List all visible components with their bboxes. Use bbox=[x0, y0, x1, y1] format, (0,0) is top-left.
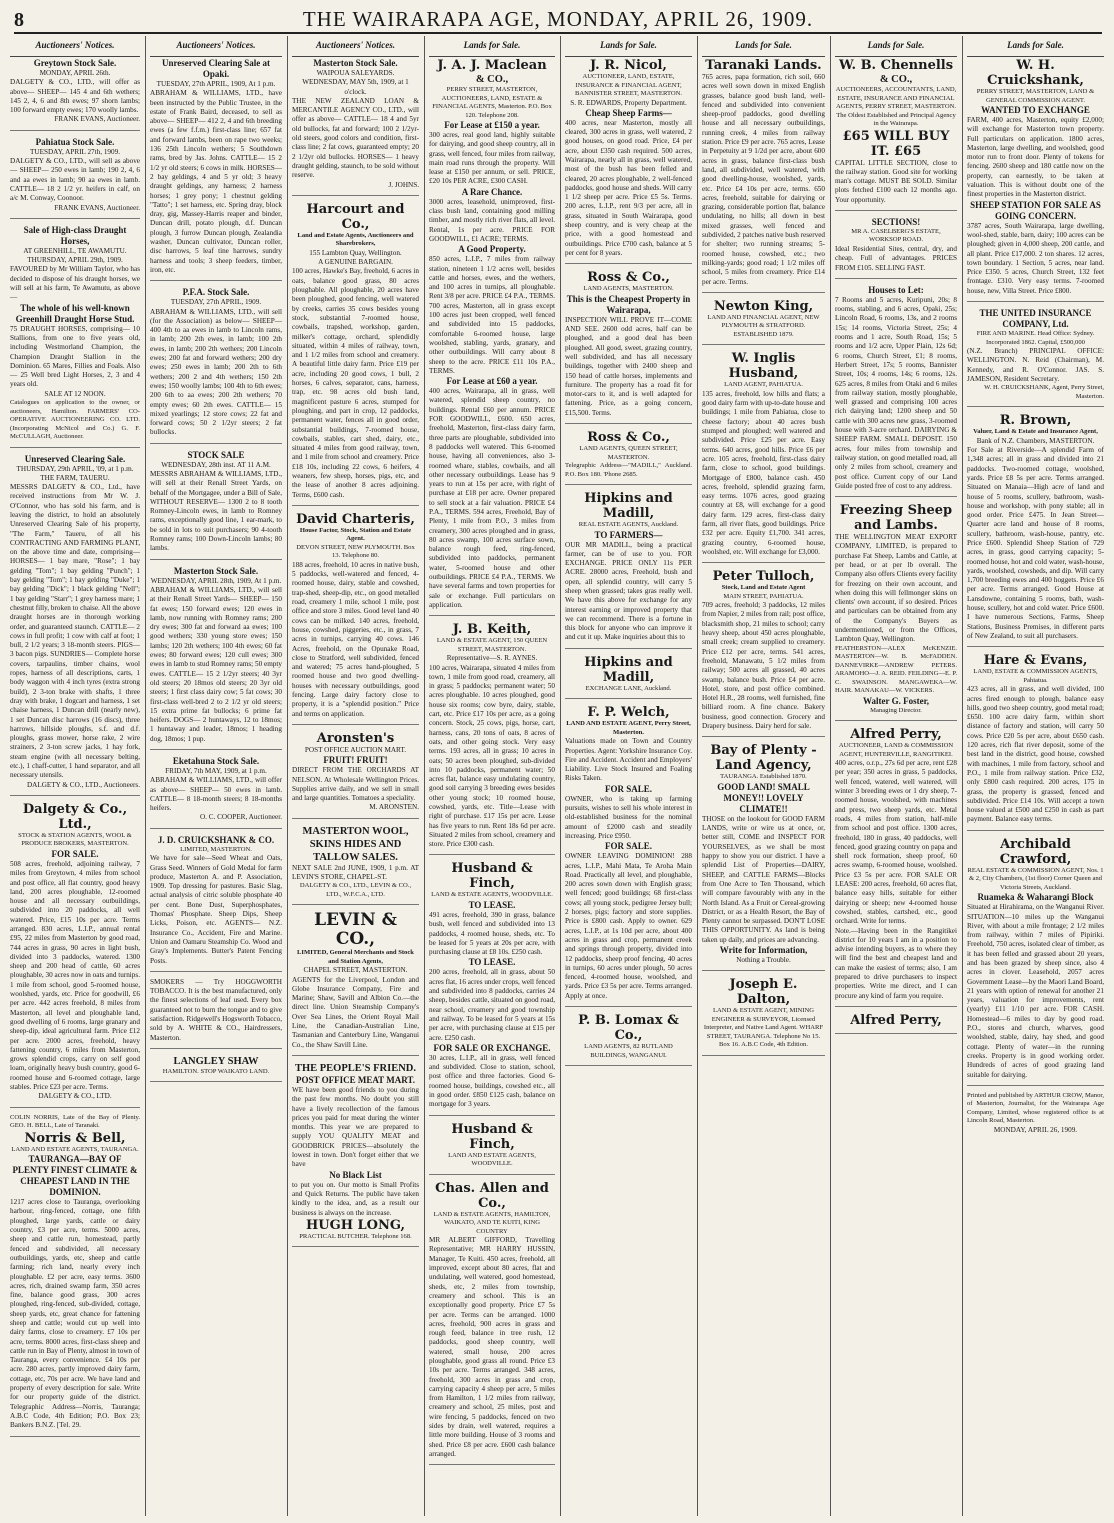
ad-title: Norris & Bell, bbox=[24, 1130, 126, 1146]
ad-maclean bbox=[429, 58, 555, 616]
ad-highlight: FOR SALE OR EXCHANGE. bbox=[433, 1042, 551, 1053]
ad-title: R. Brown, bbox=[999, 413, 1072, 429]
ad-taranaki-lands bbox=[702, 58, 825, 293]
ad-subtitle: POST OFFICE AUCTION MART. bbox=[304, 745, 407, 754]
ad-jb-keith bbox=[429, 622, 555, 855]
ad-date: TUESDAY, 27th APRIL, 1909, At 1 p.m. bbox=[156, 80, 276, 88]
ad-fp-welch bbox=[565, 705, 692, 1007]
ad-subtitle: AUCTIONEER, LAND, ESTATE, INSURANCE & FINANCIAL AGENT, BANNISTER STREET, MASTERTON. bbox=[574, 73, 683, 97]
ad-body: Situated at Hirahirama, on the Wanganui River. SITUATION—10 miles up the Wanganui River, with about a mile frontage; 2 1/2 miles from railway, within 7 miles of Pipiriki. Freehold, 750 acres, isolated clear of timber, as it has been felled and grassed about 20 years, and has been grazed by sheep since, also 4 acres in clover. Leasehold, 2057 acres Government Lease—by the Maori Land Board, 21 years with option of renewal for another 21 years, valuation for improvements, rent (yearly) £11 1/10 per acre. FOR CASH. Homestead—6 miles to day by good road. P.O., stores and church, wharves, good woolshed, stable, dairy, hay shed, and good cottage. Plenty of water—in the running creeks. Property is in good working order. Hundreds of acres of good grazing land suitable for dairying. bbox=[967, 903, 1104, 1079]
ad-highlight: Ruameka & Waharangi Block bbox=[977, 892, 1094, 903]
ad-archibald-crawford bbox=[967, 837, 1104, 1086]
ad-title: Joseph E. Dalton, bbox=[729, 977, 798, 1008]
ad-body: NEXT SALE 2nd JUNE, 1909, 1 p.m. AT LEVIN'S STORE, CHAPEL-ST. bbox=[292, 863, 419, 881]
ad-body: 3000 acres, leasehold, unimproved, first-class bush land, containing good milling timber, and mostly rich river flats, all level. Rental, 1s per acre. PRICE FOR GOODWILL, £1 ACRE; TERMS. bbox=[429, 197, 555, 243]
ad-signature: FRANK EVANS, Auctioneer. bbox=[54, 203, 140, 212]
ad-subtitle: LAND AGENTS, QUEEN STREET, MASTERTON. bbox=[579, 445, 678, 461]
ad-title: Unreserved Clearing Sale. bbox=[24, 453, 126, 464]
column-2 bbox=[150, 58, 282, 1513]
column-1 bbox=[10, 58, 140, 1513]
ad-body: 7 Rooms and 5 acres, Kuripuni, 20s; 8 rooms, stabling, and 6 acres, Opaki, 25s; Lincoln Road, 6 rooms, 13s, and 2 rooms 15s; 14 rooms, Victoria Street, 25s; 4 rooms and 1 acre, South Road, 15s; 5 rooms and 1/2 acre, Upper Plain, 12s 6d; 6 rooms, Church Street, £1; 8 rooms, Herbert Street, 17s; 5 rooms, Bannister Street, 10s; 4 rooms, 14s; 6 rooms, 12s. 625 acres, 8 miles from Otaki and 6 miles from railway station, mostly ploughable, well grassed and comprising 100 acres rich dairying land; 1200 sheep and 50 cattle with 300 acres new grass, 3-roomed house with 3-acre orchard. DAIRYING & SHEEP FARM. SMALL DEPOSIT. 150 acres, four miles from township and railway station, on good metalled road, all only 2 miles from school, creamery and post office. Current copy of our Land Guide posted free of cost to any address. bbox=[835, 295, 957, 490]
ad-title: Freezing Sheep and Lambs. bbox=[839, 503, 953, 534]
ad-subtitle: LAND AGENTS, 82 RUTLAND BUILDINGS, WANGANUI. bbox=[584, 1043, 673, 1059]
ad-title: Houses to Let: bbox=[868, 284, 924, 295]
ad-body: 100 acres, Wairarapa, situated 4 miles from town, 1 mile from good road, creamery, all in grass; 5 paddocks; permanent water; 50 acres ploughable. 10 acres ploughed, good house six rooms; cow byre, dairy, stable, cart, etc. Price £17 10s per acre, as a going concern. Stock, 25 cows, pigs, horse, cart, harness, cans, 20 tons of oats, 8 acres of oats, and other going stock. Very easy terms. 193 acres, all in grass; 10 acres in oats; 50 acres been ploughed, sub-divided into 10 paddocks, permanent water; 50 acres flat, balance easy undulating country, good soil carrying 3 breeding ewes besides other young stock; 10 roomed house, cowshed, yards, etc. Title—Lease with right of purchase. £17 15s per acre. Lease has five years to run. Rent 18s 6d per acre. Situated 2 miles from school, creamery and store. Price £300 cash. bbox=[429, 663, 555, 849]
ad-body: ABRAHAM & WILLIAMS, LTD., will sell at their Renall Street Yards— SHEEP— 150 fat ewes; 150 forward ewes; 120 ewes in lamb, now running with Romney rams; 200 dry ewes; 300 fat and forward aa ewes; 100 good wethers; 330 young store ewes; 150 lambs; 120 2th wethers; 100 4th ewes; 60 fat ewes; 80 forward ewes; 120 cull ewes; 300 ewes in lamb to stud Romney rams; 50 empty ewes. CATTLE— 15 2 1/2yr steers; 40 3yr old steers; 20 18mos old steers; 20 3yr old steers; 1 first class dairy cow; 5 fat cows; 30 first-class well-bred 2 to 2 1/2 yr old steers; 15 extra prime fat bullocks; 6 prime fat heifers. DOGS— 2 huntaways, 12 to 18mos; 1 huntaway and leader, 18mos; 1 heading dog, 18mos; 1 pup. bbox=[150, 585, 282, 743]
ad-address: MAIN STREET, PAHIATUA. bbox=[723, 592, 804, 600]
ad-eketahuna-stock-sale bbox=[150, 756, 282, 829]
ad-hipkins-madill-2 bbox=[565, 655, 692, 700]
page-number: 8 bbox=[14, 9, 24, 31]
ad-highlight: Write for Information, bbox=[719, 944, 808, 955]
ad-body: MR ALBERT GIFFORD, Travelling Representative; MR HARRY HUSSIN, Manager, Te Kuiti. 450 acres, freehold, all improved, except about 80 acres, flat and undulating, well watered, good homestead, sheds, etc, 2 miles from township, creamery and school. This is an exceptionally good property. Price £7 5s per acre. Terms can be arranged. 1000 acres, freehold, 900 acres in grass and rough feed, balance in tree rush, 12 paddocks, good sheep country, well watered, small house, 200 acres ploughable, good grass all round. Price £3 10s per acre. Terms arranged. 348 acres, freehold, 300 acres in grass and crop, carrying capacity 4 sheep per acre, 5 miles from Hamilton, 1 1/2 miles from railway, creamery and school, 25 miles, post and wire fencing, 5 paddocks, fenced on two sides by drain, well watered, requires a little more building. House of 3 rooms and shed. Price £8 per acre. £600 cash balance arranged. bbox=[429, 1236, 555, 1458]
ad-body: DIRECT FROM THE ORCHARDS AT NELSON. At Wholesale Wellington Prices. Supplies arrive daily, and we sell in small and large quantities. Tomatoes a speciality. bbox=[292, 766, 419, 803]
ad-pb-lomax bbox=[565, 1013, 692, 1066]
column-rule bbox=[424, 36, 425, 1516]
ad-husband-finch bbox=[429, 861, 555, 1115]
ad-signature: DALGETY & CO., LTD., Auctioneers. bbox=[26, 780, 140, 789]
ad-subtitle: PERRY STREET, MASTERTON, LAND & GENERAL COMMISSION AGENT. bbox=[976, 88, 1095, 104]
ad-body: ABRAHAM & WILLIAMS, LTD., will sell (for the Association) as below— SHEEP— 400 4th to aa ewes in lamb to Lincoln rams, in lamb; 200 2th ewes, in lamb; 100 2th ewes, in lamb; 200 2th wethers; 200 Lincoln ewes; 200 fat and forward wethers; 200 dry ewes; 250 ewes in lamb; 200 2th to 6th wethers; 200 2 and 4th wethers; 150 2th ewes; 150 woolly lambs; 100 4th to 6th ewes; 200 6th to aa ewes; 200 2th wethers; 70 empty ewes; 60 2th ewes. CATTLE— 15 mixed yearlings; 12 store cows; 22 fat and forward cows; 50 2 1/2yr steers; 2 fat bullocks. bbox=[150, 307, 282, 437]
ad-subtitle: & CO., bbox=[879, 74, 913, 85]
ad-title: Alfred Perry, bbox=[850, 727, 942, 743]
ad-highlight: SHEEP STATION FOR SALE AS GOING CONCERN. bbox=[970, 199, 1101, 221]
ad-title: Masterton Stock Sale. bbox=[313, 58, 398, 68]
ad-signature-sub: Managing Director. bbox=[870, 706, 922, 714]
ad-title: Eketahuna Stock Sale. bbox=[172, 756, 260, 766]
ad-ross-co bbox=[565, 270, 692, 424]
ad-title: Pahiatua Stock Sale. bbox=[35, 136, 115, 147]
column-8 bbox=[967, 58, 1104, 1513]
ad-title: Bay of Plenty - Land Agency, bbox=[710, 743, 817, 774]
column-header: Lands for Sale. bbox=[835, 40, 957, 57]
ad-body: 1217 acres close to Tauranga, overlooking harbour, ring-fenced, cottage, one fifth ploughed, large yards, cattle or dairy country, £3 per acre, terms. 5000 acres, sheep and cattle run, homestead, partly fenced and subdivided, all necessary outbuildings, yards, etc, sheep and cattle farming; rich land, nearly every inch ploughable. £2 per acre, easy terms. 3600 acres, rich, drained swamp farm, 350 acres fine, balance good grass, 300 acres ploughed, ring-fenced, sub-divided, cottage, sheep yards, etc, great chance for fattening sheep and cattle; would cut up well into dairy farms, close to creamery. £7 10s per acre, terms. 8000 acres, first-class sheep and cattle run in Bay of Plenty, almost in town of Tauranga, every convenience. £4 10s per acre. 280 acres, partly improved dairy farm, cottage, etc, 70s per acre. We have land and property of every description for sale. Write for our property guide of the district. Telegraphic Address—Norris, Tauranga; A.B.C Code, 4th Edition; P.O. Box 23; Bankers B.N.Z. [Tel. 29. bbox=[10, 1198, 140, 1430]
ad-alfred-perry bbox=[835, 727, 957, 1007]
ad-body: 30 acres, L.I.P., all in grass, well fenced and subdivided. Close to station, school, post office and three factories. Good 6-roomed house, buildings, cowshed etc., all in good order. £850 £125 cash, balance on mortgage for 3 years. bbox=[429, 1053, 555, 1109]
ad-title: Peter Tulloch, bbox=[712, 569, 815, 585]
ad-signature: HUGH LONG, bbox=[305, 1217, 406, 1233]
ad-agents: FEATHERSTON—ALEX McKENZIE. MASTERTON—W. B. McFADDEN. DANNEVIRKE—ANDREW PETERS. ARAMOHO—J. A. REID. FEILDING—E. P. C. SWAINSON. MANGAWEKA—W. HAIR. MANAKAU—W. VICKERS. bbox=[835, 644, 957, 695]
ad-title: Unreserved Clearing Sale at Opaki. bbox=[161, 58, 271, 79]
ad-subtitle: REAL ESTATE & COMMISSION AGENT, Nos. 1 & 2, City Chambers, (1st floor) Corner Queen and Victoria Streets, Auckland. bbox=[967, 866, 1104, 891]
ad-address: 155 Lambton Quay, Wellington. bbox=[309, 248, 402, 257]
ad-body: INSPECTION WILL PROVE IT—COME AND SEE. 2600 odd acres, half can be ploughed, and a good deal has been ploughed. All good, sweet, grazing country, well subdivided, and has all necessary buildings, together with 2400 sheep and 150 head of cattle horses, implements and furniture. The property has a road fit for motor-cars to it, and is well adapted for fattening. Price, as a going concern, £15,500. Terms. bbox=[565, 315, 692, 417]
ad-subtitle: & CO., bbox=[475, 74, 509, 85]
ad-title: Dalgety & Co., Ltd., bbox=[22, 801, 128, 832]
ad-subtitle: LAND & ESTATE AGENT, MINING ENGINEER & SURVEYOR, Licensed Interpreter, and Native Land Agent. WHARF STREET, TAURANGA. Telephone No 15. Box 16. A.B.C Code, 4th Edition. bbox=[703, 1007, 824, 1049]
ad-body: 400 acres, o.r.p., 27s 6d per acre, rent £28 per year; 350 acres in grass, 5 paddocks, well fenced, watered, well watered, will winter 3 breeding ewes or 1 dry sheep, 7-roomed house, woolshed, with machines and press, two sheep yards, etc. Metal roads, 4 miles from station, half-mile from school and post office. 1300 acres, freehold, 180 in grass, 40 paddocks, well fenced, good grazing country on papa and shell rock formation, sheep proof, 60 acres swamp, 6-roomed house, woolshed. Price £3 5s per acre. FOR SALE OR LEASE: 200 acres, freehold, 60 acres flat, balance easy hills, suitable for either dairying or sheep; new 4-roomed house cowshed, stables, cartshed, etc., good orchard. Write for terms. bbox=[835, 759, 957, 926]
ad-harcourt bbox=[292, 202, 419, 506]
ad-title: Alfred Perry, bbox=[850, 1012, 942, 1028]
ad-joseph-dalton bbox=[702, 977, 825, 1056]
ad-subtitle: Nothing a Trouble. bbox=[736, 955, 791, 964]
ad-title: W. B. Chennells bbox=[838, 58, 954, 73]
ad-signature: Walter G. Foster, bbox=[863, 695, 929, 706]
ad-highlight: TO FARMERS— bbox=[594, 529, 663, 540]
imprint-date: MONDAY, APRIL 26, 1909. bbox=[993, 1125, 1078, 1134]
ad-highlight: This is the Cheapest Property in Wairarapa, bbox=[566, 293, 691, 315]
ad-body: We have for sale—Seed Wheat and Oats, Grass Seed. Winners of Gold Medal for farm produce, Masterton A. and P. Association, 1909. Top dressing for pastures. Basic Slag, actual analysis of citric soluble phosphate 40 per cent. Bone Dust, Superphosphates, Thomas' Phosphate. Sheep Dips, Sheep Licks, Poison, etc. AGENTS— N.Z. Insurance Co., Accident, Fire and Marine. Union and Oamaru Steamship Co. Wood and Gray's Implements. Butter's Patent Fencing Posts. bbox=[150, 854, 282, 965]
ad-subtitle: LAND AGENT, PAHIATUA. bbox=[724, 381, 803, 389]
ad-date: WEDNESDAY, 28th inst. AT 11 A.M. bbox=[161, 460, 271, 469]
ad-title: STOCK SALE bbox=[187, 449, 245, 460]
ad-title: Newton King, bbox=[713, 298, 814, 314]
ad-address: AUCTIONEERS, ACCOUNTANTS, LAND, ESTATE, INSURANCE AND FINANCIAL AGENTS, PERRY STREET, MASTERTON. The Oldest Established and Principal Agency in the Wairarapa. bbox=[835, 86, 957, 127]
ad-highlight: £65 WILL BUY IT. £65 bbox=[842, 128, 950, 159]
ad-subtitle: LAND & ESTATE AGENTS, WOODVILLE. bbox=[431, 891, 553, 899]
ad-representative: Representative—S. R. AYNES. bbox=[446, 654, 538, 663]
ad-husband-finch-2 bbox=[429, 1122, 555, 1175]
ad-signature: M. ARONSTEN. bbox=[369, 803, 419, 812]
ad-title: THE PEOPLE'S FRIEND. bbox=[294, 1062, 417, 1074]
ad-highlight: TO LEASE. bbox=[468, 899, 516, 910]
column-rule bbox=[697, 36, 698, 1516]
ad-telegraph: Telegraphic Address—"MADILL," Auckland. P.O. Box 180. 'Phone 2685. bbox=[565, 462, 692, 478]
ad-subtitle: LAND AND FINANCIAL AGENT, NEW PLYMOUTH & STRATFORD. ESTABLISHED 1879. bbox=[707, 313, 820, 338]
ad-bay-of-plenty-land-agency bbox=[702, 743, 825, 971]
ad-representative: S. R. EDWARDS, Property Department. bbox=[570, 98, 687, 107]
ad-subtitle: STOCK & STATION AGENTS, WOOL & PRODUCE BROKERS, MASTERTON. bbox=[18, 831, 132, 848]
column-header: Lands for Sale. bbox=[967, 40, 1104, 57]
ad-alfred-perry-2 bbox=[835, 1013, 957, 1034]
ad-dalgety bbox=[10, 802, 140, 1108]
ad-peoples-friend bbox=[292, 1062, 419, 1247]
ad-wh-cruickshank bbox=[967, 58, 1104, 302]
column-3 bbox=[292, 58, 419, 1513]
ad-body: 400 acres, near Masterton, mostly all cleared, 300 acres in grass, well watered, 2 good houses, on good road. Price, £4 per acre, about £350 cash required. 500 acres, Wairarapa, nearly all in grass, well watered, most of the bush has been felled and cleared, 20 acres ploughable, 2 well-fenced paddocks, good house and sheds. Will carry 1 1/2 sheep per acre. Price £5 5s. Terms. 200 acres, L.I.P., rent 9/3 per acre, all in grass, situated in South Wairarapa, good sheep country, and is very cheap at the price, with a good homestead and outbuildings. Price £700 cash, balance at 5 per cent for 8 years. bbox=[565, 118, 692, 257]
ad-highlight: For Lease at £60 a year. bbox=[446, 376, 538, 387]
column-rule bbox=[962, 36, 963, 1516]
column-rule bbox=[145, 36, 146, 1516]
ad-highlight: No Black List bbox=[329, 1169, 382, 1180]
ad-subtitle: LAND AND ESTATE AGENT, Perry Street, Masterton. bbox=[566, 720, 691, 736]
ad-subtitle: LIMITED, General Merchants and Stock and Station Agents, bbox=[297, 949, 414, 965]
ad-pfa-stock-sale bbox=[150, 287, 282, 443]
ad-body: 491 acres, freehold, 390 in grass, balance bush, well fenced and subdivided into 13 paddocks, 4 roomed house, sheds, etc. To be leased for 5 years at 20s per acre, with purchasing clause at £8 10s. £250 cash. bbox=[429, 910, 555, 957]
ad-subtitle: LAND, ESTATE & COMMISSION AGENTS, Pahiatua. bbox=[973, 668, 1098, 684]
ad-body: ABRAHAM & WILLIAMS, LTD., have been instructed by the Public Trustee, in the estate of Frank Baird, deceased, to sell as above— SHEEP— 412 2, 4 and 6th breeding ewes (a few f.f.m.) first-class line; 657 fat and forward lambs, been on rape two weeks; 136 25th Lincoln wethers; 5 Southdown rams, bred by Jas. Johns. CATTLE— 15 2 1/2 yr old steers; 6 cows in milk. HORSES— 2 bay geldings, 4 and 5 yr old; 3 heavy draught geldings, any harness; 2 harness horses; 1 grey pony; 1 chestnut gelding "Tatto"; 1 set harness, etc. Spring dray, block dray, gig, Massey-Harris reaper and binder, Duncan drill, potato plough, d.f. Duncan plough, 3 furrow Duncan plough, Zealandia washer, Duncan cultivator, Duncan roller, disc harrows, 5 leaf tine harrows, sundry harness and tools; 3 sheep feeders, timber, iron, etc. bbox=[150, 89, 282, 274]
ad-langley-shaw bbox=[150, 1055, 282, 1083]
ad-body: THE WELLINGTON MEAT EXPORT COMPANY, LIMITED, is prepared to purchase Fat Sheep, Lambs and Cattle, at per head, or at per lb overall. The Company also offers Clients every facility for freezing on their own account, and when doing this will fellmonger skins on clients' own account, if so desired. Prices and particulars can be obtained from any of the Company's Buyers as undermentioned, or from the Offices, Lambton Quay, Wellington. bbox=[835, 533, 957, 644]
ad-body: SMOKERS — Try HOGGWORTH TOBACCO. It is the best manufactured, only the finest selections of leaf used. Every box guaranteed not to burn the tongue and to give satisfaction. Ridgewell's Hogsworth Tobacco, sold by A. WHITE & CO., Hairdressers, Masterton. bbox=[150, 977, 282, 1042]
ad-jr-nicol bbox=[565, 58, 692, 264]
ad-highlight: FOR SALE. bbox=[604, 841, 652, 852]
ad-body: WE have been good friends to you during the past few months. No doubt you still have a lively recollection of the famous prices you paid for meat during the winter months. This year we are prepared to supply YOU QUALITY MEAT and GOODBRICK PRICES—absolutely the lowest in town. Don't forget either that we have bbox=[292, 1085, 419, 1169]
column-header: Auctioneers' Notices. bbox=[10, 40, 140, 57]
ad-sections bbox=[835, 217, 957, 279]
ad-date: MONDAY, APRIL 26th. bbox=[39, 69, 111, 77]
ad-subtitle: REAL ESTATE AGENTS, Auckland. bbox=[578, 521, 679, 529]
ad-body: THE NEW ZEALAND LOAN & MERCANTILE AGENCY CO., LTD., will offer as above— CATTLE— 18 4 and 5yr old bullocks, fat and forward; 100 2 1/2yr-old steers, good colors and condition, first-class line; 2 fat cows, guaranteed empty; 20 2 1/2yr old bullocks. HORSES— 1 heavy draught gelding, staunch, to be sold without reserve. bbox=[292, 96, 419, 180]
ad-masterton-stock-sale bbox=[150, 566, 282, 750]
ad-title: W. Inglis Husband, bbox=[728, 351, 799, 382]
ad-footer: Catalogues on application to the owner, or auctioneers, Hamilton. FARMERS' CO-OPERATIVE AUCTIONEERING CO. LTD. (Incorporating McNicol and Co.) G. F. McCULLAGH, Auctioneer. bbox=[10, 399, 140, 441]
ad-agents: COLIN NORRIS, Late of the Bay of Plenty. GEO. H. BELL, Late of Taranaki. bbox=[10, 1113, 140, 1130]
ad-david-charteris bbox=[292, 512, 419, 725]
ad-title: J. A. J. Maclean bbox=[437, 58, 547, 73]
ad-subtitle: FIRE AND MARINE. Head Office: Sydney. Incorporated 1862. Capital, £500,000 bbox=[976, 330, 1095, 346]
ad-highlight: A Good Property. bbox=[458, 244, 526, 255]
ad-body: 135 acres, freehold, low hills and flats; a good dairy farm with up-to-date house and buildings; 1 mile from Pahiatua, close to cheese factory; about 40 acres bush stumped and ploughed; well watered and subdivided. Price £25 per acre. Easy terms. 640 acres, good hills. Price £6 per acre. 105 acres, freehold, first-class dairy farm, close to school, good buildings. Mortgage of £800, balance cash. 450 acres, freehold, splendid grazing farm, easy terms. 1076 acres, good grazing country at £8, will exchange for a good dairy farm. 129 acres, first-class dairy farm, all river flats, good buildings. Price £32 per acre. Equity £1,700. 341 acres, grazing country, 6-roomed house, woolshed, etc. Will exchange for £3,000. bbox=[702, 389, 825, 556]
ad-signature: DALGETY & CO., LTD. bbox=[38, 1092, 112, 1101]
ad-title: W. H. Cruickshank, bbox=[987, 58, 1084, 88]
column-rule bbox=[287, 36, 288, 1516]
ad-subtitle: POST OFFICE MEAT MART. bbox=[295, 1074, 416, 1085]
ad-subtitle: LAND AGENTS, MASTERTON. bbox=[583, 285, 674, 293]
ad-signature: DALGETY & CO., LTD., LEVIN & CO., LTD., W.F.C.A., LTD. bbox=[299, 882, 412, 898]
ad-body: OUR MR MADILL, being a practical farmer, can be of use to you. FOR EXCHANGE. PRICE ONLY 11s PER ACRE. 28000 acres, Freehold, bush and open, all splendid country, will carry 5 sheep when grassed; takes gras really well. We have this above for exchange for any interest earning or improved property that we can recommend. There is a fortune in this block for anyone who can improve it and cut it up. Make inquiries about this to bbox=[565, 540, 692, 642]
ad-body: (N.Z. Branch) PRINCIPAL OFFICE: WELLINGTON. N. Reid (Chairman), M. Kennedy, and R. O'Connor. JAS. S. JAMESON, Resident Secretary. bbox=[967, 347, 1104, 383]
ad-title: Taranaki Lands. bbox=[705, 58, 822, 73]
ad-newton-king bbox=[702, 299, 825, 346]
ad-highlight: FRUIT! FRUIT! bbox=[323, 755, 388, 766]
ad-aronstens bbox=[292, 731, 419, 819]
ad-body: 423 acres, all in grass, and well divided, 100 acres fired enough to plough, balance easy hills, good two sheep country, good metal road; £650. 100 acre dairy farm, within short distance of factory and station, will carry 50 cows. Price £20 5s per acre, about £650 cash. 120 acres, rich flat river deposit, some of the best land in the district, good house, cowshed with machines, 1 mile from factory, school and P.O., 1 mile from railway station. Price £32, only £800 cash required. 200 acres, 175 in grass, the property is grassed, fenced and subdivided. Price £14 10s. Will accept a town house valued at £500 and £250 in cash as part payment. Balance easy terms. bbox=[967, 685, 1104, 824]
ad-subtitle: MR A. CASELBERG'S ESTATE, WORKSOP ROAD. bbox=[851, 227, 941, 244]
ad-body: Valuations made on Town and Country Properties. Agent: Yorkshire Insurance Coy. Fire and Accident. Accident and Employers' Liability. Live Stock Insured and Foaling Risks Taken. bbox=[565, 737, 692, 783]
ad-stock-sale bbox=[150, 450, 282, 560]
ad-body: 709 acres, freehold; 3 paddocks, 12 miles from Napier, 2 miles from rail; post office, blacksmith shop, 21 miles to school; carry heavy sheep, about 450 acres ploughable, small creek; cream supplied to creamery. Price £12 per acre, terms. 541 acres, freehold, Manawatu, 5 1/2 miles from railway; 500 acres all grassed, 40 acres swamp, balance bush. Price £4 per acre. Hotel, store, and post office combined. Hotel H.R., 28 rooms, well furnished, fine billiard room. A fine chance. Bakery business, good connection. Grocery and Drapery business. Dairy herd for sale. bbox=[702, 601, 825, 731]
ad-title: SECTIONS! bbox=[871, 216, 921, 227]
ad-subtitle: Valuer, Land & Estate and Insurance Agent, bbox=[973, 428, 1098, 436]
ad-title: J. R. Nicol, bbox=[590, 58, 667, 73]
ad-body: CAPITAL LITTLE SECTION, close to the railway station. Good site for working man's cottage. MUST BE SOLD. Similar plots fetched £100 each 12 months ago. Your opportunity. bbox=[835, 158, 957, 204]
ad-title: LANGLEY SHAW bbox=[173, 1055, 259, 1067]
ad-title: Ross & Co., bbox=[587, 270, 670, 286]
ad-address: DEVON STREET, NEW PLYMOUTH. Box 13. Telephone 80. bbox=[296, 543, 415, 560]
ad-highlight: A GENUINE BARGAIN. bbox=[318, 258, 393, 267]
ad-date: THURSDAY, 29th APRIL, '09, at 1 p.m. bbox=[16, 464, 134, 473]
ad-subtitle: Stock, Land and Estate Agent bbox=[721, 584, 806, 592]
ad-r-brown bbox=[967, 413, 1104, 647]
ad-body: 3787 acres, South Wairarapa, large dwelling, wool-shed, stable, barn, dairy; 100 acres can be ploughed; given in 4,000 sheep, 200 cattle, and all plant. Price £17,000. 2 ton shares. 12 acres, town boundary. 1 Section, 5 acres, near land. Price £350. 5 acres, Church Street, 132 feet frontage. £310. Very easy terms. 7-roomed house, new, Villa Street. Price £800. bbox=[967, 221, 1104, 295]
ad-cruickshank-co bbox=[150, 835, 282, 972]
ad-greytown-stock-sale bbox=[10, 58, 140, 131]
ad-levin-co bbox=[292, 911, 419, 1056]
column-6 bbox=[702, 58, 825, 1513]
ad-subtitle: AUCTIONEER, LAND & COMMISSION AGENT, HUNTERVILLE, RANGITIKEI. bbox=[838, 742, 954, 758]
ad-date: WEDNESDAY, MAY 5th, 1909, at 1 o'clock. bbox=[302, 78, 409, 96]
ad-highlight: FOR SALE. bbox=[51, 848, 99, 859]
ad-address: CHAPEL STREET, MASTERTON. bbox=[303, 966, 408, 975]
column-rule bbox=[830, 36, 831, 1516]
ad-body: OWNER, who is taking up farming pursuits, wishes to sell his whole interest in old-established business for the nominal amount of £2000 cash and steadily increasing. Price £950. bbox=[565, 794, 692, 840]
ad-title: F. P. Welch, bbox=[587, 705, 670, 721]
ad-body: 188 acres, freehold, 10 acres in native bush, 5 paddocks, well-watered and fenced, 4-roomed house, dairy, stable and cowshed, trap-shed, sheep-dip, etc., on good metalled road, creamery 1 mile, school 1 mile, post office and store 3 miles. Good level land 40 cows can be milked. 140 acres, freehold, house, cowshed, piggeries, etc., in grass, 7 acres in turnips, carrying 40 cows. 146 Acres, freehold, on the Opunake Road, close to Stratford, well subdivided, fenced and watered; 75 acres hand-ploughed, 5 roomed house and two good dwelling-houses with necessary outbuildings, good fencing. Large dairy factory close to property, it is a "splendid position." Price and terms on application. bbox=[292, 560, 419, 718]
ad-pahiatua-stock-sale bbox=[10, 137, 140, 219]
newspaper-title: THE WAIRARAPA AGE, MONDAY, APRIL 26, 1909. bbox=[302, 7, 814, 31]
ad-subtitle: TAURANGA. Established 1870. bbox=[720, 773, 807, 781]
ad-title: J. B. Keith, bbox=[452, 622, 532, 638]
column-rule bbox=[560, 36, 561, 1516]
column-header: Lands for Sale. bbox=[702, 40, 825, 57]
ad-norris-bell bbox=[10, 1114, 140, 1437]
ad-date: TUESDAY, APRIL 27th, 1909. bbox=[30, 147, 120, 156]
ad-united-insurance bbox=[967, 308, 1104, 407]
ad-body: 850 acres, L.I.P., 7 miles from railway station, nineteen 1 1/2 acres well, besides cattle and horses, ewes, and the wethers, and 100 acres in turnips, all ploughable. Rent 3/8 per acre. PRICE £4 P.A., TERMS. 700 acres, Masterton, all in grass except 100 acres just been cropped, well fenced and subdivided into 15 paddocks, comfortable 6-roomed house, large woolshed, stabling, yards, granary, and other outbuildings. Will carry about 8 sheep to the acre. PRICE £11 10s P.A., TERMS. bbox=[429, 255, 555, 375]
ad-title: Hare & Evans, bbox=[983, 653, 1088, 669]
column-7 bbox=[835, 58, 957, 1513]
ad-title: Ross & Co., bbox=[587, 430, 670, 446]
ad-subtitle: HAMILTON. STOP WAIKATO LAND. bbox=[162, 1067, 270, 1075]
imprint-text: Printed and published by ARTHUR CROW, Manor, of Masterton, Journalist, for the Wairarapa Age Company, Limited, whose registered office is at Lincoln Road, Masterton. bbox=[967, 1091, 1104, 1125]
ad-place: THE FARM, TAUERU. bbox=[40, 473, 110, 482]
ad-inglis-husband bbox=[702, 351, 825, 563]
ad-title: Hipkins and Madill, bbox=[584, 491, 673, 522]
ad-date: THURSDAY, APRIL 29th, 1909. bbox=[27, 256, 123, 265]
ad-note: Note.—Having been in the Rangitikei district for 10 years I am in a position to advise intending buyers, as to where they will find the best and cheapest land and can make the easiest of terms; also, I am prepared to drive purchasers to inspect properties. Write me direct, and I can procure any kind of farm you require. bbox=[835, 926, 957, 1000]
ad-subtitle: House Factor, Stock, Station and Estate Agent. bbox=[299, 526, 412, 543]
ad-body: MESSRS DALGETY & CO., Ltd., have received instructions from Mr W. J. O'Connor, who has sold his farm, and is leaving the district, to hold an absolutely Unreserved Clearing Sale of his property, "The Farm," Taueru, of all his CONTRACTING AND FARMING PLANT, on the above time and date, comprising— HORSES— 1 bay mare, "Rose"; 1 bay gelding "Tom"; 1 bay gelding "Punch"; 1 bay gelding "Tom"; 1 bay gelding "Duke"; 1 bay gelding "Dick"; 1 black gelding "Nell"; 1 bay gelding "Starr"; 1 grey harness mare; 1 chestnut filly, broken to chaise. All the above draught horses are in thorough working order, and guaranteed staunch. CATTLE— 2 cows in full profit; 1 cow with calf at foot; 1 bull, 2 1/2 years; 3 18-month steers. PIGS— 3 bacon pigs. SUNDRIES— Complete horse covers, tarpaulins, timber chains, wool ropes, harness of all descriptions, carts, 1 body waggon with 4 inch tyres (extra strong build), 2 3-ton brake with shafts, 1 three dray with brake, 1 dogcart and harness, 1 set chaise harness, 1 Duncan drill (nearly new), 1 set Duncan disc harrows (16 discs), three harrows, hillside ploughs, s.f. and d.f. ploughs, grass mower, horse rake, 2 wire strainers, 2 3-ton screw jacks, 1 hay fork, steam engine (with all necessary belting, etc.), 1 chaff-cutter, 1 hand separator, and all necessary utensils. bbox=[10, 483, 140, 780]
ad-date: TUESDAY, 27th APRIL, 1909. bbox=[170, 298, 262, 307]
ad-date: WEDNESDAY, APRIL 28th, 1909, At 1 p.m. bbox=[150, 576, 282, 585]
ad-subtitle: Land and Estate Agents, Auctioneers and Sharebrokers, bbox=[297, 231, 414, 248]
ad-chas-allen bbox=[429, 1181, 555, 1466]
ad-title: J. D. CRUICKSHANK & CO. bbox=[157, 834, 275, 845]
ad-title: Chas. Allen and Co., bbox=[435, 1180, 549, 1211]
ad-highlight: FOR SALE. bbox=[604, 783, 652, 794]
imprint bbox=[967, 1092, 1104, 1135]
masthead bbox=[14, 6, 1102, 34]
ad-title: Harcourt and Co., bbox=[306, 201, 405, 232]
ad-ross-co-2 bbox=[565, 430, 692, 485]
ad-body: ABRAHAM & WILLIAMS, LTD., will offer as above— SHEEP— 50 ewes in lamb. CATTLE— 8 18-month steers; 8 18-months heifers. bbox=[150, 776, 282, 813]
ad-freezing-sheep bbox=[835, 503, 957, 721]
ad-subtitle: WAIPOUA SALEYARDS. bbox=[316, 69, 395, 77]
ad-draught-horses bbox=[10, 225, 140, 448]
ad-body: FARM, 400 acres, Masterton, equity £2,000; will exchange for Masterton town property. Full particulars on application. 1800 acres, Masterton, large dwelling, and woolshed, good motor run to front door. Plenty of tokens for fencing. 2600 sheep and 180 cattle now on the property, can earnestly, to be taken at valuation. This is without doubt one of the finest properties in the Masterton district. bbox=[967, 116, 1104, 199]
ad-highlight: WANTED TO EXCHANGE bbox=[981, 105, 1090, 115]
ad-address: Bank of N.Z. Chambers, MASTERTON. bbox=[976, 436, 1095, 445]
ad-body: 100 acres, Hawke's Bay, freehold, 6 acres in oats, balance good grass, 80 acres ploughable. All ploughable, 20 acres have been ploughed, good fencing, well watered by creeks, carries 35 cows besides young stock, substantial 7-roomed house, cowbails, trapshed, workshop, garden, milker's cottage, orchard, splendidly situated, within 4 miles of railway, town, and 1 1/2 miles from school and creamery. A beautiful little dairy farm. Price £19 per acre, including 20 good cows, 1 bull, 2 horses, 6 calves, separator, cans, harness, trap, etc. 98 acres old bush land, magnificent pasture 6 acres, stumped for ploughing, and part in crop, 12 paddocks, permanent water, fences all in good order, substantial buildings, 7-roomed house, cowbails, stables, cart shed, dairy, etc., situated 4 miles from good railway, town, and 1 mile from school and creamery. Price £18 10s, including 22 cows, 6 heifers, 4 weaners, few sheep, horses, pigs, etc, and the lease of another 8 acres adjoining. Terms, £600 cash. bbox=[292, 267, 419, 499]
ad-title: Husband & Finch, bbox=[451, 1121, 533, 1152]
ad-clearing-sale-taueru bbox=[10, 454, 140, 796]
ad-title: David Charteris, bbox=[296, 511, 415, 527]
ad-body: 200 acres, freehold, all in grass, about 50 acres flat, 16 acres under crops, well fenced and subdivided into 8 paddocks, carries 24 sheep, besides cattle, situated on good road, near school, creamery and good township and railway. To be leased for 5 years at 15s per acre, with purchasing clause at £15 per acre. £250 cash. bbox=[429, 968, 555, 1042]
ad-houses-to-let bbox=[835, 285, 957, 497]
ad-highlight: GOOD LAND! SMALL MONEY!! LOVELY CLIMATE!! bbox=[717, 781, 810, 814]
ad-hipkins-madill bbox=[565, 491, 692, 649]
ad-subtitle: LAND AND ESTATE AGENTS, WOODVILLE. bbox=[448, 1151, 536, 1168]
ad-highlight: TAURANGA—BAY OF PLENTY FINEST CLIMATE & CHEAPEST LAND IN THE DOMINION. bbox=[12, 1154, 138, 1198]
ad-title: Sale of High-class Draught Horses, bbox=[23, 224, 127, 246]
ad-body: AGENTS for the Liverpool, London and Globe Insurance Company, Fire and Marine; Shaw, Savill and Albion Co.—the direct line. Union Steamship Company's Over Sea Lines, the Orient Royal Mail Line, the Canadian-Australian Line, Tasmanian and Canterbury Line, Wanganui Co., the Shaw Savill Line. bbox=[292, 975, 419, 1049]
column-4 bbox=[429, 58, 555, 1513]
ad-body: Ideal Residential Sites, central, dry, and cheap. Full of advantages. PRICES FROM £105. SELLING FAST. bbox=[835, 244, 957, 272]
ad-body: 508 acres, freehold, adjoining railway, 7 miles from Greytown, 4 miles from school and post office, all flat country, good heavy land, 200 acres ploughable, 12-roomed house and all necessary outbuildings, subdivided into 20 paddocks, all well watered. Price, £15 10s per acre. Terms arranged. 830 acres, L.I.P., annual rental £95, 22 miles from Masterton by good road, 744 acres in grass, 90 acres in light bush, divided into 3 paddocks, watered. 1300 sheep and 200 head of cattle, 60 acres ploughable, 30 acres now in oats and turnips. 1 mile from school, good 5-roomed house, woolshed, yards, etc. Price for goodwill, £6 per acre. 442 acres freehold, 8 miles from Masterton, all level and ploughable land, good dwelling of 6 rooms, large granary and sheep-dip, ideal agricultural farm. Price £12 per acre. 2000 acres, freehold, heavy fattening country, 6 miles from Masterton, grows splendid crops, carry on self good loam, originally heavy bush country, good 6-roomed house and 6-roomed cottage, large stables. Price £23 per acre. Terms. bbox=[10, 859, 140, 1092]
ad-body: DALGETY & CO., LTD., will offer as above— SHEEP— 145 4 and 6th wethers; 145 2, 4, 6 and 8th ewes; 97 shorn lambs; 100 forward empty ewes; 170 woolly lambs. bbox=[10, 78, 140, 115]
ad-wool-sales bbox=[292, 825, 419, 906]
ad-highlight: The whole of his well-known Greenhill Draught Horse Stud. bbox=[15, 302, 135, 324]
ad-subtitle: AT GREENHILL, TE AWAMUTU. bbox=[23, 246, 127, 255]
ad-signature: J. JOHNS. bbox=[388, 180, 419, 189]
ad-body: DALGETY & CO., LTD., will sell as above— SHEEP— 250 ewes in lamb; 190 2, 4, 6 and aa ewes in lamb; 90 aa ewes in lamb. CATTLE— 18 2 1/2 yr. heifers in calf, on a/c M. Conway, Coonoor. bbox=[10, 157, 140, 203]
ad-hoggworth-tobacco bbox=[150, 978, 282, 1049]
ad-body: 75 DRAUGHT HORSES, comprising— 10 Stallions, from one to five years old, including Westmorland Champion, the Champion Draught Stallion in the Dominion. 65 Mares, Fillies and Foals. Also— 25 Well bred Light Horses, 2, 3 and 4 years old. bbox=[10, 324, 140, 389]
ad-address: PERRY STREET, MASTERTON, AUCTIONEERS, LAND, ESTATE & FINANCIAL AGENTS, Masterton. P.O. Box 120. Telephone 208. bbox=[432, 86, 552, 119]
ad-subtitle: LAND AND ESTATE AGENTS, TAURANGA. bbox=[11, 1145, 139, 1153]
ad-title: Aronsten's bbox=[316, 730, 395, 746]
ad-body: FAVOURED by Mr William Taylor, who has decided to dispose of his draught horses, we will sell at his farm, Te Awamutu, as above— bbox=[10, 265, 140, 302]
ad-date: FRIDAY, 7th MAY, 1909, at 1 p.m. bbox=[165, 767, 267, 775]
ad-title: Greytown Stock Sale. bbox=[33, 58, 117, 68]
ad-body: OWNER LEAVING DOMINION! 288 acres, L.I.P., Mahi Mata, Te Aroha Main Road. Practically all level, and ploughable, 200 acres sown down with English grass; well fenced; good buildings; 68 first-class cows; all young stock, pedigree Jersey bull; 2 horses, pigs; factory and store supplies. Price is £800 cash. Apply to owner. 629 acres, L.I.P., at 1s 10d per acre, about 400 acres in grass and crop, permanent creek and springs through property, divided into 12 paddocks, sheep proof fencing, 40 acres in turnips, 60 acres under plough, 50 acres fenced, 4-roomed house, woolshed, and yards. Price £3 5s per acre. Terms arranged. Apply at once. bbox=[565, 852, 692, 1000]
ad-subtitle: LAND & ESTATE AGENTS, HAMILTON, WAIKATO, AND TE KUITI, KING COUNTRY bbox=[433, 1210, 551, 1235]
ad-signature: FRANK EVANS, Auctioneer. bbox=[54, 115, 140, 124]
ad-body: to put you on. Our motto is Small Profits and Quick Returns. The public have taken kindly to the idea, and, as a result our business is always on the increase. bbox=[292, 1180, 419, 1217]
ad-subtitle: LIMITED, MASTERTON. bbox=[180, 845, 252, 853]
ad-subtitle: EXCHANGE LANE, Auckland. bbox=[585, 684, 672, 692]
ad-title: MASTERTON WOOL, SKINS HIDES AND TALLOW SALES. bbox=[302, 825, 409, 863]
column-header: Lands for Sale. bbox=[565, 40, 692, 57]
ad-title: Husband & Finch, bbox=[451, 861, 533, 892]
ad-highlight: For Lease at £150 a year. bbox=[444, 120, 540, 130]
ad-body: 400 acres, Wairarapa, all in grass, well watered, splendid sheep country, no buildings. Rental £60 per annum. PRICE FOR GOODWILL, £600. 650 acres, freehold, Masterton, first-class dairy farm, three parts are ploughable, subdivided into 8 paddocks well watered. This 6-roomed house, having all conveniences, also 3-roomed whare, stables, cowbails, and all other necessary outbuildings. Lease has 9 years to run at 15s per acre, with right of purchase at £18 per acre. Owner prepared to sell stock at a fair valuation. PRICE £4 P.A., TERMS. 594 acres, Freehold, Bay of Plenty, 1 mile from P.O., 3 miles from creamery, 300 acres ploughed and in grass, 80 acres swamp, 100 acres surface sown, balance rough feed, ring-fenced, subdivided into paddocks, permanent water, 5-roomed house and other outbuildings. PRICE £4 P.A., TERMS. We have several farms and town properties for sale or exchange. Full particulars on application. bbox=[429, 387, 555, 609]
ad-highlight: Cheap Sheep Farms— bbox=[585, 107, 672, 118]
ad-title: P. B. Lomax & Co., bbox=[578, 1013, 679, 1043]
column-header: Auctioneers' Notices. bbox=[292, 40, 419, 57]
column-header: Auctioneers' Notices. bbox=[150, 40, 282, 57]
ad-body: MESSRS ABRAHAM & WILLIAMS, LTD., will sell at their Renall Street Yards, on behalf of the Mortgagee, under a Bill of Sale, WITHOUT RESERVE— 1300 2 to 8 tooth Romney-Lincoln ewes, in lamb to Romney rams, exceptionally good line, 1 ear-mark, to be sold in lots to suit purchasers; 90 4-tooth Romney rams; 100 Down-Lincoln lambs; 80 lambs. bbox=[150, 469, 282, 553]
ad-title: P.F.A. Stock Sale. bbox=[182, 287, 250, 298]
ad-opaki-clearing-sale bbox=[150, 58, 282, 281]
ad-body: 765 acres, papa formation, rich soil, 660 acres well sown down in mixed English grasses, balance good bush land, well-fenced and subdivided into convenient sheep-proof paddocks, good dwelling house and all necessary outbuildings, running creek, 4 miles from railway station. Price £9 per acre. 765 acres, Lease in Perpetuity at 9 1/2d per acre, about 600 acres in grass, balance first-class bush land, all subdivided, well watered, with good dwelling-house, woolshed, yards, etc. Price £4 10s per acre, terms. 650 acres, freehold, suitable for dairying or grazing, considerable portion flat, balance undulating, no hills; all down in best mixed grasses, well fenced and subdivided, 2 patches native bush reserved for shelter; two running streams; 5-roomed house, cowshed, etc.; two milking-yards; good road; 1 1/2 miles off school, 5 miles from creamery. Price £14 per acre. Terms. bbox=[702, 73, 825, 286]
ad-title: THE UNITED INSURANCE COMPANY, Ltd. bbox=[979, 308, 1092, 330]
ad-hare-evans bbox=[967, 653, 1104, 830]
ad-signature: O. C. COOPER, Auctioneer. bbox=[199, 813, 282, 822]
ad-highlight: TO LEASE. bbox=[468, 957, 516, 968]
ad-highlight: A Rare Chance. bbox=[461, 186, 523, 197]
column-header: Lands for Sale. bbox=[429, 40, 555, 57]
ad-masterton-stock-sale-waipoua bbox=[292, 58, 419, 196]
ad-body: 300 acres, real good land, highly suitable for dairying, and good sheep country, all in grass, well fenced, four miles from railway, main road runs through the property. Will lease at £150 per annum, or sell. PRICE, £20 10s PER ACRE, £300 CASH. bbox=[429, 131, 555, 186]
ad-body: For Sale at Riverside—A splendid Farm of 1,348 acres; all in grass and divided into 21 paddocks. Two-roomed cottage, woolshed, yards. Price £8 5s per acre. Terms arranged. Situated on Manaia—High acre of land and house of 5 rooms, scullery, bathroom, wash-house and workshop, with pony stable; all in good order. Price £475. In Jean Street—Quarter acre land and house of 8 rooms, scullery, bathroom, wash-house, pantry, etc. Price £600. Splendid Sheep Station of 729 acres, in grass, good carrying capacity; 5-roomed house, hot and cold water, wash-house, yards, woolshed, cowsheds, and dip. Will carry 1,700 breeding ewes and 400 hoggets. Price £6 per acre. Terms arranged. Good House at Lansdowne, containing 5 rooms, bath, wash-house, scullery, hot and cold water. Price £600. I have numerous Sections, Farms, Sheep Stations, Business Premises, in different parts of New Zealand, to suit all purchasers. bbox=[967, 446, 1104, 640]
ad-chennells bbox=[835, 58, 957, 211]
ad-time: SALE AT 12 NOON. bbox=[44, 389, 106, 398]
ad-signature-sub: PRACTICAL BUTCHER. Telephone 168. bbox=[299, 1232, 412, 1240]
ad-signature: W. H. CRUICKSHANK, Agent, Perry Street, Masterton. bbox=[984, 384, 1104, 400]
ad-subtitle: LAND & ESTATE AGENT, 150 QUEEN STREET, MASTERTON. bbox=[436, 637, 548, 653]
ad-peter-tulloch bbox=[702, 569, 825, 737]
ad-title: LEVIN & CO., bbox=[314, 910, 397, 950]
column-5 bbox=[565, 58, 692, 1513]
ad-title: Hipkins and Madill, bbox=[584, 654, 673, 685]
ad-title: Archibald Crawford, bbox=[999, 836, 1072, 867]
ad-body: THOSE on the lookout for GOOD FARM LANDS, write or wire us at once, or, better still, COME and INSPECT FOR YOURSELVES, as we shall be most happy to show you our district. I have a splendid List of Properties—DAIRY, SHEEP, and CATTLE FARMS—Blocks from One Acre to Ten Thousand, which will compare favourably with any in the North Island. As a Fruit or Cereal-growing District, or as a Health Resort, the Bay of Plenty cannot be surpassed. DON'T LOSE THIS OPPORTUNITY. As land is being taken up daily, and prices are advancing. bbox=[702, 814, 825, 944]
ad-title: Masterton Stock Sale. bbox=[173, 565, 259, 576]
